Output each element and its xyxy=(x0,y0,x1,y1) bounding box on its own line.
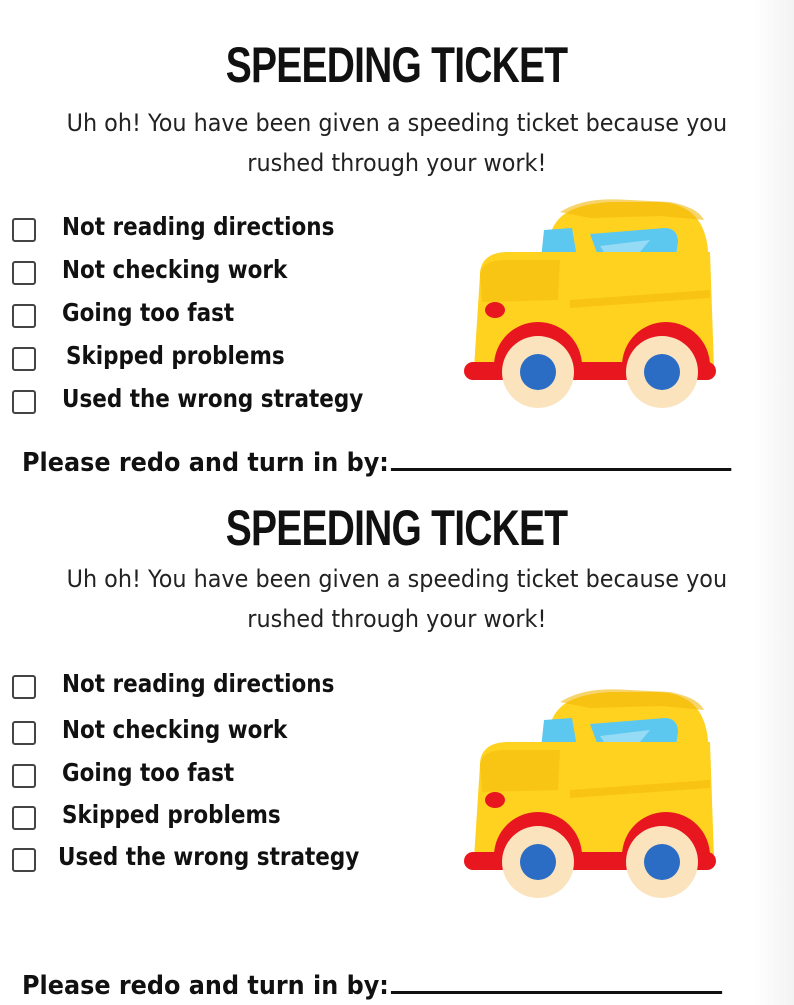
checklist-label: Used the wrong strategy xyxy=(58,842,360,871)
checklist-item[interactable] xyxy=(12,756,452,796)
checklist-label: Not checking work xyxy=(62,255,288,284)
checklist-label: Skipped problems xyxy=(62,800,281,829)
redo-due-line xyxy=(22,442,721,478)
checklist-item[interactable] xyxy=(12,339,452,379)
checkbox-icon[interactable] xyxy=(12,390,36,414)
checklist-item[interactable] xyxy=(12,296,452,336)
subtitle-line-2: rushed through your work! xyxy=(247,149,547,177)
checklist-label: Not checking work xyxy=(62,715,288,744)
ticket-title: SPEEDING TICKET xyxy=(225,500,568,556)
checklist-item[interactable] xyxy=(12,210,452,250)
checkbox-icon[interactable] xyxy=(12,304,36,328)
page-edge-shadow xyxy=(754,0,794,1005)
redo-label: Please redo and turn in by: xyxy=(22,448,389,478)
checklist-item[interactable] xyxy=(12,382,452,422)
checklist-label: Not reading directions xyxy=(62,212,335,241)
checklist-label: Used the wrong strategy xyxy=(62,384,364,413)
checkbox-icon[interactable] xyxy=(12,764,36,788)
ticket-subtitle xyxy=(28,103,766,183)
checkbox-icon[interactable] xyxy=(12,806,36,830)
checkbox-icon[interactable] xyxy=(12,347,36,371)
checklist-label: Going too fast xyxy=(62,758,235,787)
redo-due-line xyxy=(22,965,721,1001)
checklist-item[interactable] xyxy=(12,253,452,293)
due-date-blank[interactable] xyxy=(391,965,722,994)
due-date-blank[interactable] xyxy=(391,442,731,471)
speeding-ticket-1 xyxy=(0,0,794,495)
checkbox-icon[interactable] xyxy=(12,675,36,699)
ticket-subtitle xyxy=(28,559,766,639)
checkbox-icon[interactable] xyxy=(12,721,36,745)
redo-label: Please redo and turn in by: xyxy=(22,971,389,1001)
checklist-label: Going too fast xyxy=(62,298,235,327)
subtitle-line-1: Uh oh! You have been given a speeding ticket because you xyxy=(66,565,728,593)
subtitle-line-1: Uh oh! You have been given a speeding ticket because you xyxy=(66,109,728,137)
toy-car-icon xyxy=(460,190,720,410)
checklist-item[interactable] xyxy=(12,840,452,880)
toy-car-icon xyxy=(460,680,720,900)
checkbox-icon[interactable] xyxy=(12,218,36,242)
checkbox-icon[interactable] xyxy=(12,261,36,285)
speeding-ticket-2 xyxy=(0,495,794,1005)
ticket-title: SPEEDING TICKET xyxy=(225,37,568,93)
checkbox-icon[interactable] xyxy=(12,848,36,872)
checklist-item[interactable] xyxy=(12,798,452,838)
checklist-label: Skipped problems xyxy=(66,341,285,370)
subtitle-line-2: rushed through your work! xyxy=(247,605,547,633)
checklist-item[interactable] xyxy=(12,713,452,753)
checklist-item[interactable] xyxy=(12,667,452,707)
checklist-label: Not reading directions xyxy=(62,669,335,698)
